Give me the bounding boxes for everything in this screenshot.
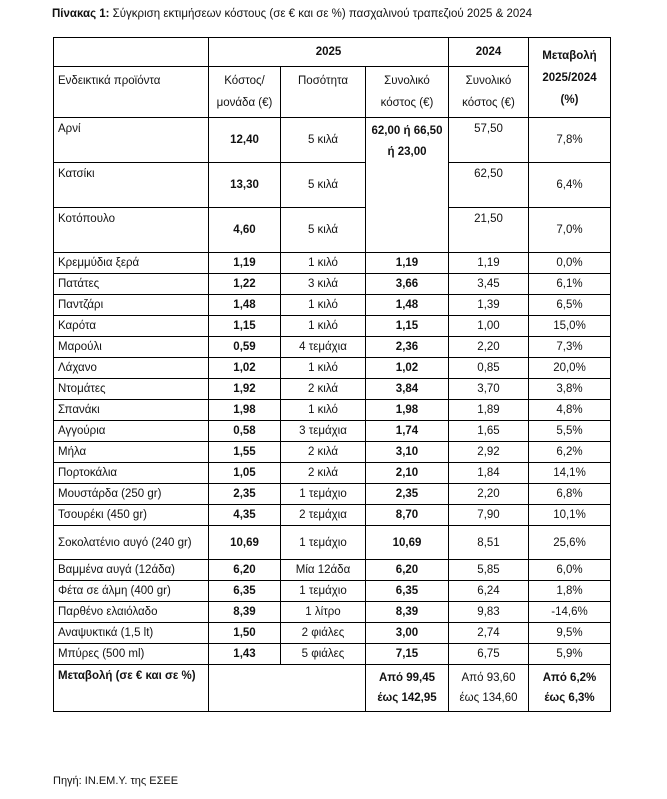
change-percent: 6,2% bbox=[529, 442, 611, 463]
product-name: Ντομάτες bbox=[54, 379, 209, 400]
table-row bbox=[54, 505, 611, 526]
header-total-2024: Συνολικό κόστος (€) bbox=[449, 67, 529, 118]
unit-cost: 1,05 bbox=[209, 463, 281, 484]
product-name: Φέτα σε άλμη (400 gr) bbox=[54, 581, 209, 602]
header-total-2025: Συνολικό κόστος (€) bbox=[366, 67, 449, 118]
header-change: Μεταβολή 2025/2024 (%) bbox=[529, 38, 611, 118]
product-name: Κρεμμύδια ξερά bbox=[54, 253, 209, 274]
header-empty-cell bbox=[54, 38, 209, 67]
table-row bbox=[54, 358, 611, 379]
unit-cost: 12,40 bbox=[209, 118, 281, 163]
footer-empty-cell bbox=[209, 665, 366, 712]
table-row bbox=[54, 560, 611, 581]
meat-total-2025: 62,00 ή 66,50 ή 23,00 bbox=[366, 118, 449, 253]
product-name: Κοτόπουλο bbox=[54, 208, 209, 253]
change-percent: 25,6% bbox=[529, 526, 611, 560]
unit-cost: 1,55 bbox=[209, 442, 281, 463]
total-2025: 2,10 bbox=[366, 463, 449, 484]
product-name: Βαμμένα αυγά (12άδα) bbox=[54, 560, 209, 581]
meat-row bbox=[54, 208, 611, 253]
table-row bbox=[54, 644, 611, 665]
total-2025: 2,36 bbox=[366, 337, 449, 358]
total-2024: 1,65 bbox=[449, 421, 529, 442]
total-2024: 3,45 bbox=[449, 274, 529, 295]
product-name: Τσουρέκι (450 gr) bbox=[54, 505, 209, 526]
product-name: Αρνί bbox=[54, 118, 209, 163]
total-2025: 1,15 bbox=[366, 316, 449, 337]
unit-cost: 1,50 bbox=[209, 623, 281, 644]
footer-total-2025: Από 99,45 έως 142,95 bbox=[366, 665, 449, 712]
caption-text: Σύγκριση εκτιμήσεων κόστους (σε € και σε %) πασχαλινού τραπεζιού 2025 & 2024 bbox=[109, 8, 533, 20]
quantity: 5 κιλά bbox=[281, 163, 366, 208]
unit-cost: 0,59 bbox=[209, 337, 281, 358]
total-2024: 9,83 bbox=[449, 602, 529, 623]
header-row-columns bbox=[54, 67, 611, 118]
total-2025: 1,74 bbox=[366, 421, 449, 442]
unit-cost: 6,20 bbox=[209, 560, 281, 581]
header-year-2025: 2025 bbox=[209, 38, 449, 67]
total-2025: 7,15 bbox=[366, 644, 449, 665]
unit-cost: 4,35 bbox=[209, 505, 281, 526]
total-2024: 6,75 bbox=[449, 644, 529, 665]
total-2024: 1,19 bbox=[449, 253, 529, 274]
total-2024: 8,51 bbox=[449, 526, 529, 560]
change-percent: 10,1% bbox=[529, 505, 611, 526]
cost-comparison-table bbox=[53, 37, 611, 712]
table-row bbox=[54, 581, 611, 602]
product-name: Πατάτες bbox=[54, 274, 209, 295]
change-percent: 7,0% bbox=[529, 208, 611, 253]
table-row bbox=[54, 316, 611, 337]
product-name: Παντζάρι bbox=[54, 295, 209, 316]
total-2025: 1,19 bbox=[366, 253, 449, 274]
change-percent: 7,3% bbox=[529, 337, 611, 358]
total-2025: 8,39 bbox=[366, 602, 449, 623]
total-2024: 2,20 bbox=[449, 337, 529, 358]
change-percent: 1,8% bbox=[529, 581, 611, 602]
total-2024: 2,20 bbox=[449, 484, 529, 505]
table-row bbox=[54, 602, 611, 623]
total-2024: 7,90 bbox=[449, 505, 529, 526]
product-name: Μπύρες (500 ml) bbox=[54, 644, 209, 665]
total-2024: 1,00 bbox=[449, 316, 529, 337]
total-2025: 8,70 bbox=[366, 505, 449, 526]
change-percent: 5,9% bbox=[529, 644, 611, 665]
quantity: 3 τεμάχια bbox=[281, 421, 366, 442]
unit-cost: 1,98 bbox=[209, 400, 281, 421]
table-row bbox=[54, 623, 611, 644]
total-2024: 62,50 bbox=[449, 163, 529, 208]
meat-row bbox=[54, 118, 611, 163]
unit-cost: 1,43 bbox=[209, 644, 281, 665]
header-product: Ενδεικτικά προϊόντα bbox=[54, 67, 209, 118]
total-2025: 10,69 bbox=[366, 526, 449, 560]
change-percent: 7,8% bbox=[529, 118, 611, 163]
quantity: 5 κιλά bbox=[281, 118, 366, 163]
table-row bbox=[54, 442, 611, 463]
quantity: 1 κιλό bbox=[281, 400, 366, 421]
total-2024: 21,50 bbox=[449, 208, 529, 253]
unit-cost: 1,15 bbox=[209, 316, 281, 337]
quantity: 2 φιάλες bbox=[281, 623, 366, 644]
product-name: Λάχανο bbox=[54, 358, 209, 379]
table-row bbox=[54, 463, 611, 484]
quantity: 2 κιλά bbox=[281, 463, 366, 484]
change-percent: 9,5% bbox=[529, 623, 611, 644]
total-2025: 1,02 bbox=[366, 358, 449, 379]
product-name: Αναψυκτικά (1,5 lt) bbox=[54, 623, 209, 644]
change-percent: 5,5% bbox=[529, 421, 611, 442]
quantity: 2 κιλά bbox=[281, 379, 366, 400]
unit-cost: 0,58 bbox=[209, 421, 281, 442]
total-2025: 1,98 bbox=[366, 400, 449, 421]
unit-cost: 1,92 bbox=[209, 379, 281, 400]
change-percent: -14,6% bbox=[529, 602, 611, 623]
unit-cost: 10,69 bbox=[209, 526, 281, 560]
table-row bbox=[54, 400, 611, 421]
footer-total-2024: Από 93,60 έως 134,60 bbox=[449, 665, 529, 712]
change-percent: 6,5% bbox=[529, 295, 611, 316]
unit-cost: 8,39 bbox=[209, 602, 281, 623]
quantity: 1 λίτρο bbox=[281, 602, 366, 623]
table-caption bbox=[52, 8, 532, 20]
header-row-years bbox=[54, 38, 611, 67]
product-name: Σπανάκι bbox=[54, 400, 209, 421]
table-row bbox=[54, 337, 611, 358]
total-2024: 57,50 bbox=[449, 118, 529, 163]
quantity: 2 τεμάχια bbox=[281, 505, 366, 526]
unit-cost: 1,48 bbox=[209, 295, 281, 316]
change-percent: 6,8% bbox=[529, 484, 611, 505]
change-percent: 4,8% bbox=[529, 400, 611, 421]
change-percent: 6,1% bbox=[529, 274, 611, 295]
table-row bbox=[54, 253, 611, 274]
total-2024: 2,92 bbox=[449, 442, 529, 463]
total-2025: 2,35 bbox=[366, 484, 449, 505]
product-name: Μήλα bbox=[54, 442, 209, 463]
table-row bbox=[54, 526, 611, 560]
product-name: Αγγούρια bbox=[54, 421, 209, 442]
product-name: Κατσίκι bbox=[54, 163, 209, 208]
unit-cost: 1,02 bbox=[209, 358, 281, 379]
quantity: 4 τεμάχια bbox=[281, 337, 366, 358]
meat-row bbox=[54, 163, 611, 208]
header-unit-cost: Κόστος/ μονάδα (€) bbox=[209, 67, 281, 118]
total-2024: 1,89 bbox=[449, 400, 529, 421]
product-name: Μαρούλι bbox=[54, 337, 209, 358]
product-name: Μουστάρδα (250 gr) bbox=[54, 484, 209, 505]
caption-label: Πίνακας 1: bbox=[52, 8, 110, 20]
product-name: Καρότα bbox=[54, 316, 209, 337]
quantity: 5 κιλά bbox=[281, 208, 366, 253]
change-percent: 0,0% bbox=[529, 253, 611, 274]
unit-cost: 2,35 bbox=[209, 484, 281, 505]
table-row bbox=[54, 274, 611, 295]
quantity: 1 τεμάχιο bbox=[281, 581, 366, 602]
footer-change: Από 6,2% έως 6,3% bbox=[529, 665, 611, 712]
header-quantity: Ποσότητα bbox=[281, 67, 366, 118]
table-row bbox=[54, 484, 611, 505]
unit-cost: 4,60 bbox=[209, 208, 281, 253]
quantity: 1 τεμάχιο bbox=[281, 484, 366, 505]
footer-row bbox=[54, 665, 611, 712]
product-name: Σοκολατένιο αυγό (240 gr) bbox=[54, 526, 209, 560]
table-row bbox=[54, 379, 611, 400]
quantity: 1 κιλό bbox=[281, 295, 366, 316]
total-2024: 6,24 bbox=[449, 581, 529, 602]
total-2024: 3,70 bbox=[449, 379, 529, 400]
unit-cost: 6,35 bbox=[209, 581, 281, 602]
quantity: 5 φιάλες bbox=[281, 644, 366, 665]
total-2024: 1,39 bbox=[449, 295, 529, 316]
change-percent: 15,0% bbox=[529, 316, 611, 337]
quantity: 1 κιλό bbox=[281, 358, 366, 379]
total-2024: 2,74 bbox=[449, 623, 529, 644]
total-2025: 3,84 bbox=[366, 379, 449, 400]
unit-cost: 1,19 bbox=[209, 253, 281, 274]
total-2025: 3,00 bbox=[366, 623, 449, 644]
total-2025: 6,35 bbox=[366, 581, 449, 602]
change-percent: 6,4% bbox=[529, 163, 611, 208]
product-name: Πορτοκάλια bbox=[54, 463, 209, 484]
change-percent: 20,0% bbox=[529, 358, 611, 379]
table-row bbox=[54, 295, 611, 316]
quantity: 1 κιλό bbox=[281, 316, 366, 337]
footer-label: Μεταβολή (σε € και σε %) bbox=[54, 665, 209, 712]
unit-cost: 13,30 bbox=[209, 163, 281, 208]
total-2024: 1,84 bbox=[449, 463, 529, 484]
table-row bbox=[54, 421, 611, 442]
quantity: 1 κιλό bbox=[281, 253, 366, 274]
total-2024: 0,85 bbox=[449, 358, 529, 379]
total-2024: 5,85 bbox=[449, 560, 529, 581]
quantity: Μία 12άδα bbox=[281, 560, 366, 581]
product-name: Παρθένο ελαιόλαδο bbox=[54, 602, 209, 623]
quantity: 1 τεμάχιο bbox=[281, 526, 366, 560]
change-percent: 3,8% bbox=[529, 379, 611, 400]
header-year-2024: 2024 bbox=[449, 38, 529, 67]
total-2025: 3,66 bbox=[366, 274, 449, 295]
source-note: Πηγή: ΙΝ.ΕΜ.Υ. της ΕΣΕΕ bbox=[53, 775, 179, 787]
total-2025: 6,20 bbox=[366, 560, 449, 581]
unit-cost: 1,22 bbox=[209, 274, 281, 295]
total-2025: 3,10 bbox=[366, 442, 449, 463]
total-2025: 1,48 bbox=[366, 295, 449, 316]
quantity: 2 κιλά bbox=[281, 442, 366, 463]
change-percent: 14,1% bbox=[529, 463, 611, 484]
change-percent: 6,0% bbox=[529, 560, 611, 581]
quantity: 3 κιλά bbox=[281, 274, 366, 295]
